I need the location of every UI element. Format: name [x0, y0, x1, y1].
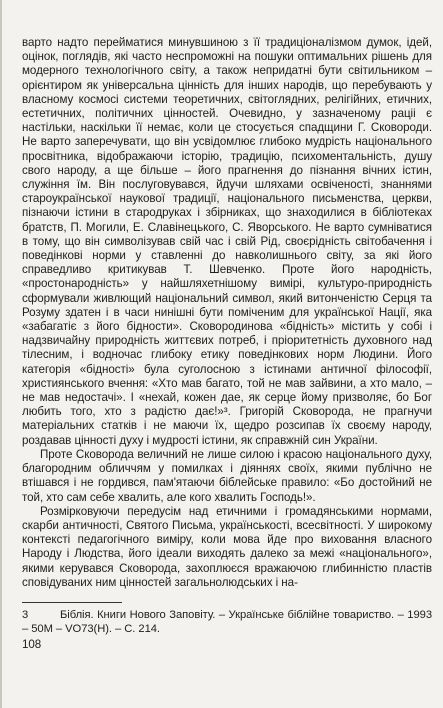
- footnote: [22, 608, 432, 636]
- footnote-text: Біблія. Книги Нового Заповіту. – Українське біблійне товариство. – 1993 – 50М – VO73(Н). – С. 214.: [22, 608, 432, 636]
- paragraph-3: Розмірковуючи передусім над етичними і громадянськими нормами, скарби античності, Святого Письма, українськості, всесвітності. У широкому контексті педагогічного виміру, коли мова йде про виховання власного Народу і Людства, його ідеали виходять далеко за межі «національного», якими керувався Сковорода, захоплюєся вражаючою глибинністю пластів сповідуваних ним цінностей загальнолюдських і на-: [22, 504, 432, 589]
- paragraph-2: Проте Сковорода величний не лише силою і красою національного духу, благородним обличчям у помилках і діяннях своїх, якими публічно не втішався і не гордився, пам'ятаючи біблейське правило: «Бо достойний не той, хто сам себе хвалить, але кого хвалить Господь!».: [22, 447, 432, 504]
- page-number: 108: [22, 638, 42, 652]
- text-column: [22, 36, 432, 653]
- footnote-separator: [22, 602, 122, 603]
- paragraph-1: варто надто перейматися минувшиною з її традиціоналізмом думок, ідей, оцінок, поглядів, які часто неспроможні на пошуки оптимальних рішень для модерного технологічного світу, а також непридатні бути світильником – орієнтиром як універсальна цінність для інших народів, що перебувають у власному космосі системи теоретичних, світоглядних, релігійних, етичних, естетичних, політичних цінностей. Очевидно, у зазначеному раціі є настільки, наскільки її немає, коли це стосується спадщини Г. Сковороди. Не варто заперечувати, що він усвідомлює глибоко мудрість національного просвітника, відображаючи історію, традицію, психоментальність, душу свого народу, а ще більше – його прагнення до пізнання вічних істин, служіння їм. Він послуговувався, йдучи шляхами освіченості, знаннями староукраїнської наукової традиції, національного письменства, церкви, пізнаючи істини в стародруках і збірниках, що знаходилися в бібліотеках братств, П. Могили, Е. Славінецького, С. Яворського. Не варто сумніватися в тому, що він символізував свій час і свій Рід, своєрідність світобачення і поведінкові норми у ставленні до навколишнього світу, за які його справедливо критикував Т. Шевченко. Проте його народність, «простонародність» у найшляхетнішому вимірі, культуро-природність сформували живлющий національний символ, який витонченістю Серця та Розуму здатен і в часи нинішні бути поміченим для української Нації, яка «забагатіє з його бідности». Сковородинова «бідність» містить у собі і надзвичайну природність життєвих потреб, і пріоритетність духовного над тілесним, і водночас глибоку етику поведінкових норм Людини. Його категорія «бідності» була суголосною з істинами античної філософії, християнського вчення: «Хто мав багато, той не мав зайвини, а хто мало, – не мав недостачі». І «нехай, кожен дае, як серце йому призволяє, бо Бог любить того, хто з радістю дає!»³. Григорій Сковорода, не прагнучи матеріальних статків і не маючи їх, щедро розсипав їх своєму народу, роздавав цінності духу і мудрості істини, як справжній син України.: [22, 36, 432, 447]
- footnote-number: 3: [22, 608, 29, 621]
